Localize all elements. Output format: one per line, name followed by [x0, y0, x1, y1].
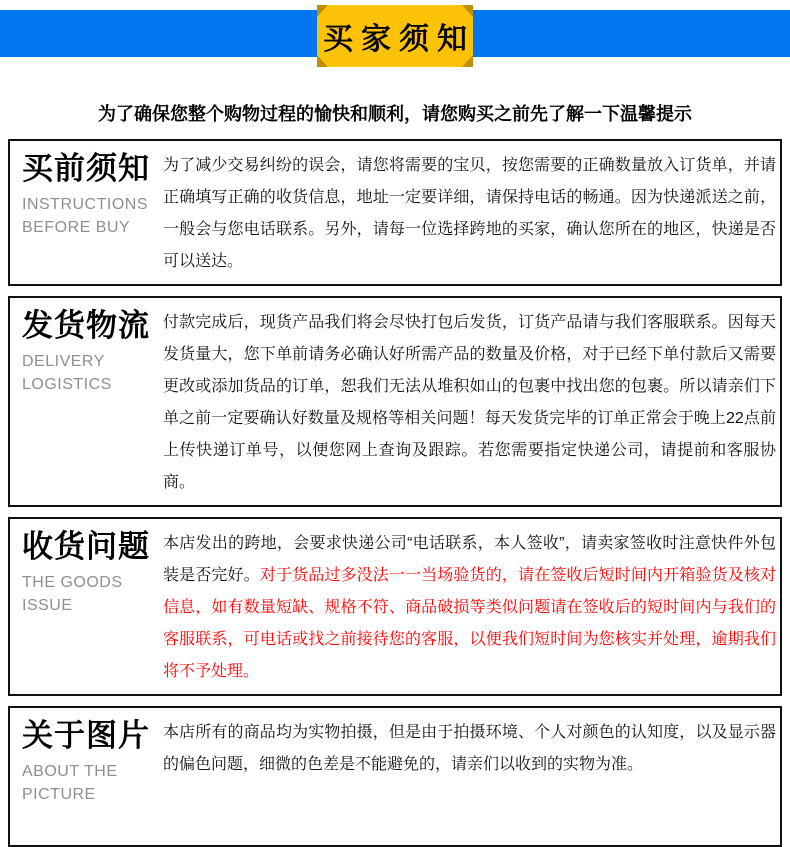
section-body-text: 为了减少交易纠纷的误会，请您将需要的宝贝，按您需要的正确数量放入订货单，并请正确填写正确的收货信息，地址一定要详细，请保持电话的畅通。因为快递派送之前，一般会与您电话联系。另外，请每一位选择跨地的买家，确认您所在的地区，快递是否可以送达。: [163, 157, 776, 270]
section-title-en: INSTRUCTIONS BEFORE BUY: [22, 196, 148, 237]
section-goods-issue-label: [10, 519, 160, 694]
section-before-buy: [8, 139, 782, 286]
section-delivery-logistics-body: [160, 298, 780, 505]
section-about-picture-label: [10, 708, 160, 845]
section-body-text: 本店所有的商品均为实物拍摄，但是由于拍摄环境、个人对颜色的认知度，以及显示器的偏色问题，细微的色差是不能避免的，请亲们以收到的实物为准。: [163, 724, 776, 773]
page-title: 买家须知: [323, 23, 475, 56]
section-title-en: DELIVERY LOGISTICS: [22, 353, 112, 394]
ribbon-badge: [317, 5, 473, 67]
intro-tip-text: 为了确保您整个购物过程的愉快和顺利，请您购买之前先了解一下温馨提示: [98, 104, 692, 124]
section-body-red-text: 对于货品过多没法一一当场验货的，请在签收后短时间内开箱验货及核对信息，如有数量短缺、规格不符、商品破损等类似问题请在签收后的短时间内与我们的客服联系，可电话或找之前接待您的客服，以便我们短时间为您核实并处理，逾期我们将不予处理。: [163, 567, 776, 680]
section-title-zh: 发货物流: [22, 308, 150, 343]
section-about-picture: [8, 706, 782, 847]
section-title-en: THE GOODS ISSUE: [22, 574, 123, 615]
top-banner: [0, 5, 790, 67]
section-before-buy-body: [160, 141, 780, 284]
section-body-text: 本店发出的跨地，会要求快递公司“电话联系，本人签收”，请卖家签收时注意快件外包装是否完好。: [163, 535, 776, 584]
section-goods-issue: [8, 517, 782, 696]
section-delivery-logistics-label: [10, 298, 160, 505]
section-before-buy-label: [10, 141, 160, 284]
section-goods-issue-body: [160, 519, 780, 694]
section-title-zh: 买前须知: [22, 151, 150, 186]
section-body-text: 付款完成后，现货产品我们将会尽快打包后发货，订货产品请与我们客服联系。因每天发货量大，您下单前请务必确认好所需产品的数量及价格，对于已经下单付款后又需要更改或添加货品的订单，恕我们无法从堆积如山的包裹中找出您的包裹。所以请亲们下单之前一定要确认好数量及规格等相关问题！每天发货完毕的订单正常会于晚上22点前上传快递订单号，以便您网上查询及跟踪。若您需要指定快递公司，请提前和客服协商。: [163, 314, 776, 491]
section-title-zh: 关于图片: [22, 718, 150, 753]
section-title-en: ABOUT THE PICTURE: [22, 763, 118, 804]
section-title-zh: 收货问题: [22, 529, 150, 564]
section-delivery-logistics: [8, 296, 782, 507]
section-about-picture-body: [160, 708, 780, 845]
notice-sections: [8, 139, 782, 847]
